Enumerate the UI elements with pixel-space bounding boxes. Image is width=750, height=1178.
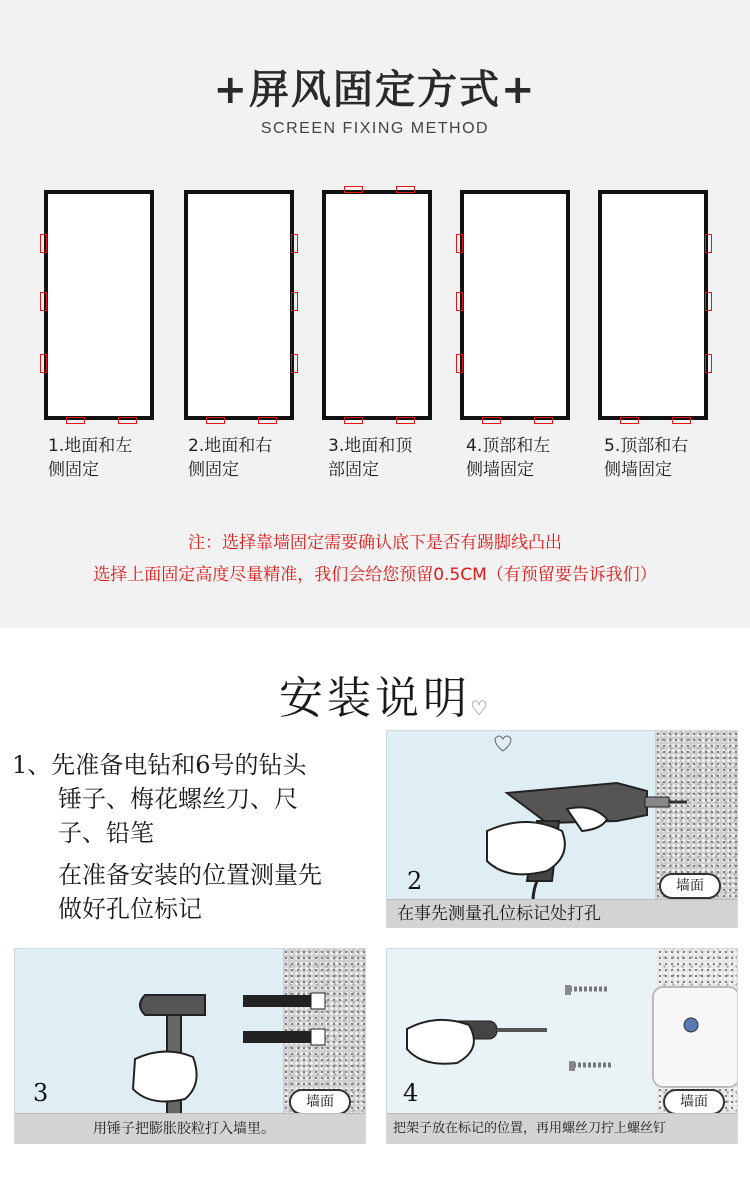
fixing-point bbox=[705, 292, 712, 311]
method-4-diagram bbox=[460, 190, 570, 420]
fixing-point bbox=[118, 417, 137, 424]
page-title: +屏风固定方式+ bbox=[213, 67, 537, 113]
hand-icon bbox=[487, 822, 565, 874]
step-3-caption: 用锤子把膨胀胶粒打入墙里。 bbox=[15, 1113, 365, 1143]
fixing-point bbox=[291, 234, 298, 253]
wall-label: 墙面 bbox=[659, 873, 721, 899]
step-4-card bbox=[386, 948, 738, 1144]
step-3-card bbox=[14, 948, 366, 1144]
fixing-point bbox=[534, 417, 553, 424]
page-subtitle: SCREEN FIXING METHOD bbox=[260, 120, 490, 137]
fixing-point bbox=[258, 417, 277, 424]
method-3-diagram bbox=[322, 190, 432, 420]
step-1-text: 1、先准备电钻和6号的钻头 锤子、梅花螺丝刀、尺 子、铅笔 在准备安装的位置测量先 做好孔位标记 bbox=[12, 751, 322, 923]
fixing-point bbox=[705, 354, 712, 373]
bracket-icon bbox=[653, 987, 738, 1087]
hand-icon bbox=[407, 1020, 474, 1064]
fixing-point bbox=[456, 354, 463, 373]
fixing-point bbox=[344, 417, 363, 424]
method-2-caption: 2.地面和右 侧固定 bbox=[188, 436, 273, 480]
note-baseboard: 注：选择靠墙固定需要确认底下是否有踢脚线凸出 bbox=[188, 533, 562, 553]
instructions-title: 安装说明 bbox=[279, 673, 471, 724]
fixing-point bbox=[620, 417, 639, 424]
note-reserve: 选择上面固定高度尽量精准，我们会给您预留0.5CM（有预留要告诉我们） bbox=[93, 565, 657, 585]
fixing-point bbox=[206, 417, 225, 424]
method-5-caption: 5.顶部和右 侧墙固定 bbox=[604, 436, 689, 480]
step-2-card bbox=[386, 730, 738, 928]
fixing-point bbox=[396, 186, 415, 193]
screw-icon bbox=[565, 985, 613, 1071]
fixing-point bbox=[40, 234, 47, 253]
wall-label: 墙面 bbox=[663, 1089, 725, 1115]
fixing-point bbox=[291, 354, 298, 373]
fixing-point bbox=[672, 417, 691, 424]
method-3-caption: 3.地面和顶 部固定 bbox=[328, 436, 413, 480]
step-2-caption: 在事先测量孔位标记处打孔 bbox=[387, 899, 737, 927]
hand-icon bbox=[133, 1051, 197, 1101]
fixing-point bbox=[40, 354, 47, 373]
method-1-diagram bbox=[44, 190, 154, 420]
fixing-point bbox=[291, 292, 298, 311]
method-4-caption: 4.顶部和左 侧墙固定 bbox=[466, 436, 551, 480]
anchor-plug-icon bbox=[243, 993, 325, 1045]
heart-icon bbox=[495, 736, 511, 751]
wall-label: 墙面 bbox=[289, 1089, 351, 1115]
fixing-point bbox=[40, 292, 47, 311]
step-3-number: 3 bbox=[33, 1079, 49, 1107]
fixing-point bbox=[396, 417, 415, 424]
method-5-diagram bbox=[598, 190, 708, 420]
method-2-diagram bbox=[184, 190, 294, 420]
step-2-number: 2 bbox=[407, 867, 423, 895]
fixing-point bbox=[344, 186, 363, 193]
fixing-point bbox=[456, 234, 463, 253]
step-4-caption: 把架子放在标记的位置，再用螺丝刀拧上螺丝钉 bbox=[387, 1113, 737, 1143]
heart-icon: ♡ bbox=[470, 696, 488, 720]
fixing-point bbox=[482, 417, 501, 424]
fixing-point bbox=[66, 417, 85, 424]
method-1-caption: 1.地面和左 侧固定 bbox=[48, 436, 133, 480]
fixing-point bbox=[705, 234, 712, 253]
fixing-point bbox=[456, 292, 463, 311]
step-4-number: 4 bbox=[403, 1079, 419, 1107]
